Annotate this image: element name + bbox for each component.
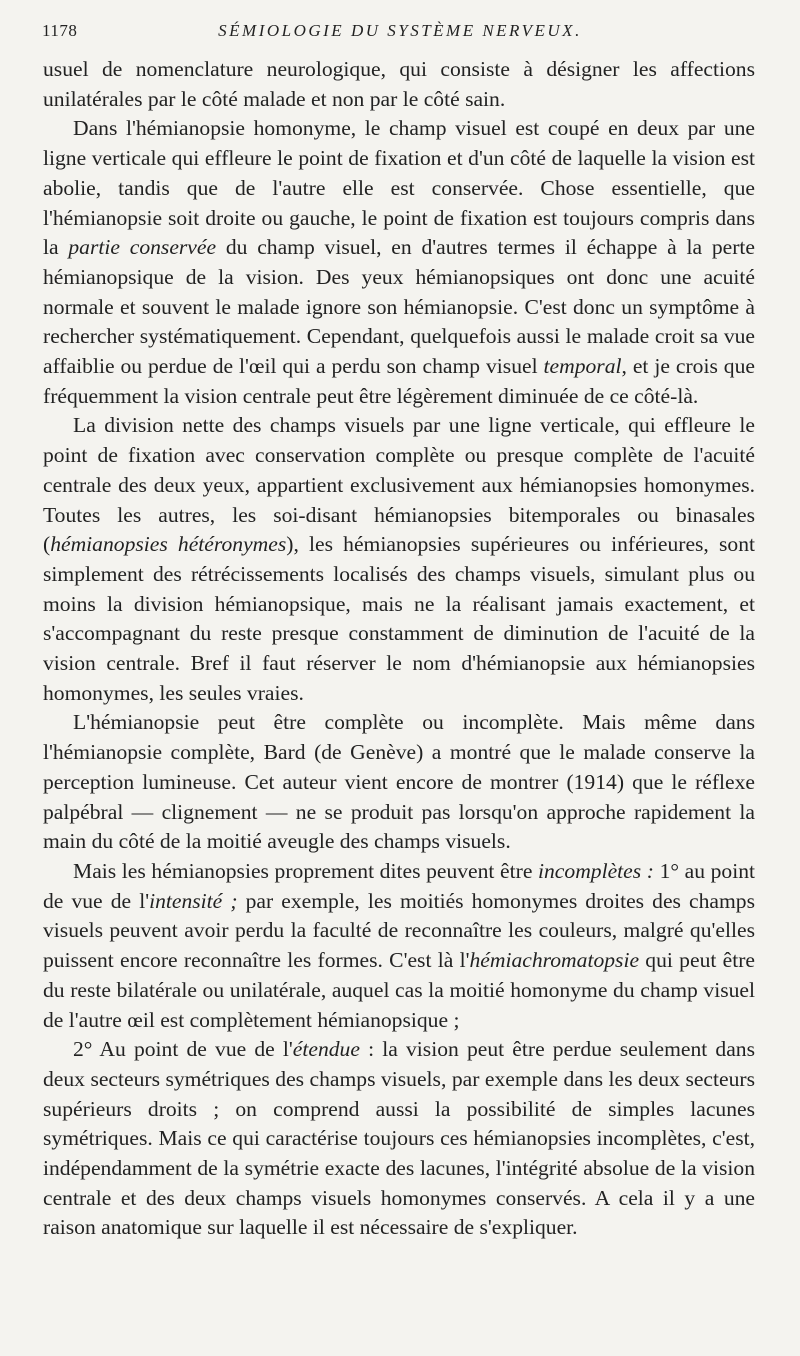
text-run: par exemple, les moitiés homonymes droites des champs visuels peuvent avoir perdu la faculté de reconnaître les couleurs, malgré qu'elles puissent encore reconnaître les formes. C'est là l' <box>43 888 755 973</box>
text-run: Dans l'hémianopsie homonyme, le champ visuel est coupé en deux par une ligne verticale qui effleure le point de fixation et d'un côté de laquelle la vision est abolie, tandis que de l'autre elle est conservée. Chose essentielle, que l'hémianopsie soit droite ou gauche, le point de fixation est toujours compris dans la <box>43 116 755 260</box>
paragraph <box>43 55 755 114</box>
paragraph <box>43 1035 755 1243</box>
text-run: 2° Au point de vue de l' <box>73 1037 293 1062</box>
running-title: SÉMIOLOGIE DU SYSTÈME NERVEUX. <box>218 21 582 40</box>
page-number: 1178 <box>42 21 78 40</box>
paragraph <box>43 411 755 708</box>
text-run: du champ visuel, en d'autres termes il échappe à la perte hémianopsique de la vision. Des yeux hémianopsiques ont donc une acuité normale et souvent le malade ignore son hémianopsie. C'est donc un symptôme à rechercher systématiquement. Cependant, quelquefois aussi le malade croit sa vue affaiblie ou perdue de l'œil qui a perdu son champ visuel <box>43 235 755 379</box>
italic-text: hémiachromatopsie <box>469 948 640 973</box>
paragraph <box>43 708 755 857</box>
text-run: usuel de nomenclature neurologique, qui consiste à désigner les affections unilatérales par le côté malade et non par le côté sain. <box>43 57 755 111</box>
italic-text: étendue <box>292 1037 360 1062</box>
italic-text: incomplètes : <box>538 858 654 883</box>
italic-text: partie conservée <box>68 235 217 260</box>
italic-text: temporal <box>543 354 622 379</box>
text-run: L'hémianopsie peut être complète ou incomplète. Mais même dans l'hémianopsie complète, Bard (de Genève) a montré que le malade conserve la perception lumineuse. Cet auteur vient encore de montrer (1914) que le réflexe palpébral — clignement — ne se produit pas lorsqu'on approche rapidement la main du côté de la moitié aveugle des champs visuels. <box>43 710 755 854</box>
text-run: ), les hémianopsies supérieures ou inférieures, sont simplement des rétrécissements localisés des champs visuels, simulant plus ou moins la division hémianopsique, mais ne la réalisant jamais exactement, et s'accompagnant du reste presque constamment de diminution de l'acuité de la vision centrale. Bref il faut réserver le nom d'hémianopsie aux hémianopsies homonymes, les seules vraies. <box>43 532 755 705</box>
text-run: qui peut être du reste bilatérale ou unilatérale, auquel cas la moitié homonyme du champ visuel de l'autre œil est complètement hémianopsique ; <box>43 948 756 1032</box>
body-text <box>43 55 755 1243</box>
text-run: La division nette des champs visuels par une ligne verticale, qui effleure le point de fixation avec conservation complète ou presque complète de l'acuité centrale des deux yeux, appartient exclusivement aux hémianopsies homonymes. Toutes les autres, les soi-disant hémianopsies bitemporales ou binasales ( <box>43 413 755 557</box>
text-run: : la vision peut être perdue seulement dans deux secteurs symétriques des champs visuels, par exemple dans les deux secteurs supérieurs droits ; on comprend aussi la possibilité de simples lacunes symétriques. Mais ce qui caractérise toujours ces hémianopsies incomplètes, c'est, indépendamment de la symétrie exacte des lacunes, l'intégrité absolue de la vision centrale et des deux champs visuels homonymes conservés. A cela il y a une raison anatomique sur laquelle il est nécessaire de s'expliquer. <box>43 1037 755 1240</box>
page-header <box>40 18 760 48</box>
text-run: Mais les hémianopsies proprement dites peuvent être <box>73 858 539 883</box>
paragraph <box>43 857 755 1035</box>
italic-text: intensité ; <box>149 888 238 913</box>
paragraph <box>43 114 755 411</box>
italic-text: hémianopsies hétéronymes <box>50 532 287 557</box>
text-run: , et je crois que fréquemment la vision centrale peut être légèrement diminuée de ce côté-là. <box>43 354 755 408</box>
text-run: 1° au point de vue de l' <box>43 858 755 913</box>
